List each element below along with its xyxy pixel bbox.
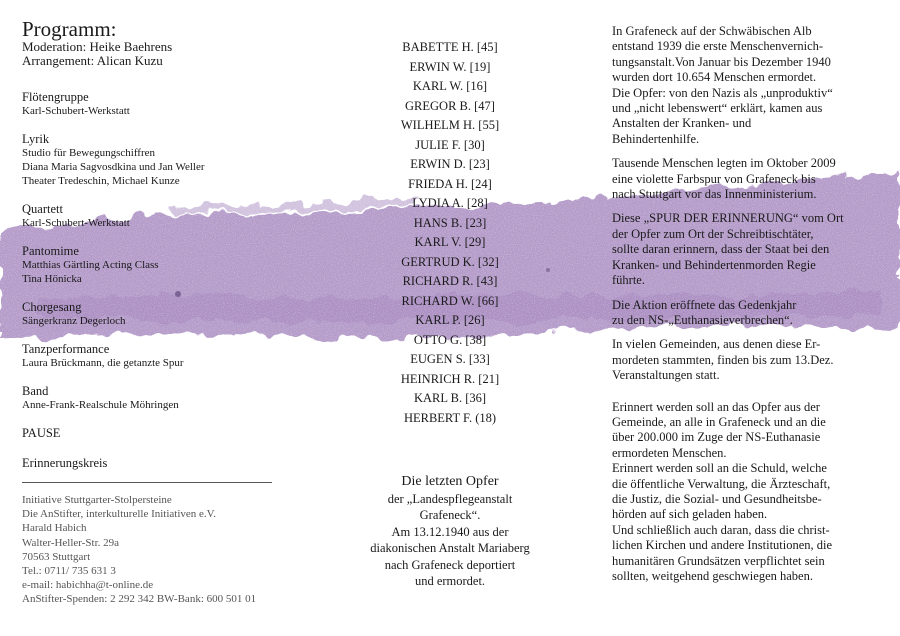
text-line: der Opfer zum Ort der Schreibtischtäter,	[612, 226, 814, 241]
text-line: tungsanstalt.Von Januar bis Dezember 1940	[612, 54, 831, 69]
victim-name: GREGOR B. [47]	[405, 98, 495, 113]
text-line: In Grafeneck auf der Schwäbischen Alb	[612, 24, 812, 38]
contact-line: 70563 Stuttgart	[22, 550, 91, 563]
section-heading: Flötengruppe	[22, 90, 89, 104]
contact-line: Walter-Heller-Str. 29a	[22, 536, 120, 549]
text-line: Gemeinde, an alle in Grafeneck und an die	[612, 414, 826, 429]
text-line: nach Stuttgart vor das Innenministerium.	[612, 187, 817, 202]
text-line: Erinnert werden soll an das Opfer aus der	[612, 399, 820, 414]
victim-name: HERBERT F. (18)	[403, 410, 497, 425]
victims-line: Am 13.12.1940 aus der	[391, 524, 509, 539]
paragraph-erinnert	[612, 400, 884, 585]
text-line: Tausende Menschen legten im Oktober 2009	[612, 156, 836, 171]
text-line: die Justiz, die Sozial- und Gesundheitsbe-	[612, 491, 822, 506]
text-line: zu den NS-„Euthanasieverbrechen“.	[612, 312, 793, 327]
section-heading: Chorgesang	[22, 300, 82, 314]
program-title: Programm:	[22, 17, 117, 41]
victim-name: LYDIA A. [28]	[412, 196, 488, 210]
victim-name: ERWIN D. [23]	[410, 157, 490, 171]
text-line: und „nicht lebenswert“ erklärt, kamen aus	[612, 101, 823, 116]
text-line: eine violette Farbspur von Grafeneck bis	[612, 171, 816, 186]
section-heading: Quartett	[22, 202, 63, 216]
section-item: Laura Brückmann, die getanzte Spur	[22, 357, 184, 369]
text-line: sollten, weitgehend geschwiegen haben.	[612, 569, 813, 583]
section-item: Karl-Schubert-Werkstatt	[22, 217, 130, 229]
program-section-tanzperformance	[22, 342, 322, 370]
victim-name: KARL W. [16]	[412, 79, 488, 93]
text-line: Die Opfer: von den Nazis als „unproduktiv“	[612, 85, 833, 100]
section-heading: Tanzperformance	[22, 342, 110, 356]
victim-name-list	[330, 38, 570, 428]
program-column	[22, 18, 322, 607]
text-line: über 200.000 im Zuge der NS-Euthanasie	[612, 430, 821, 445]
victims-caption	[330, 474, 570, 590]
victims-column	[330, 38, 570, 590]
victim-name: RICHARD R. [43]	[402, 274, 498, 288]
text-line: Erinnert werden soll an die Schuld, welche	[612, 461, 827, 476]
victims-line: und ermordet.	[414, 574, 486, 588]
victim-name: EUGEN S. [33]	[410, 352, 490, 366]
text-line: Diese „SPUR DER ERINNERUNG“ vom Ort	[612, 211, 844, 226]
victim-name: RICHARD W. [66]	[401, 293, 499, 308]
text-line: Kranken- und Behindertenmorden Regie	[612, 257, 816, 272]
section-item: Diana Maria Sagvosdkina und Jan Weller	[22, 161, 205, 173]
paragraph-gemeinden	[612, 337, 884, 383]
text-line: humanitären Grundsätzen verpflichtet sein	[612, 553, 825, 568]
closing-item: Erinnerungskreis	[22, 456, 108, 470]
text-line: ermordeten Menschen.	[612, 445, 727, 460]
moderation-line: Moderation: Heike Baehrens	[22, 39, 173, 54]
text-line: sollte daran erinnern, dass der Staat bei den	[612, 242, 830, 257]
text-line: Und schließlich auch daran, dass die christ-	[612, 522, 830, 537]
victims-line: Grafeneck“.	[419, 508, 481, 522]
text-line: entstand 1939 die erste Menschenvernich-	[612, 39, 824, 54]
victim-name: FRIEDA H. [24]	[408, 176, 492, 191]
victims-line: nach Grafeneck deportiert	[384, 557, 516, 572]
contact-line: Initiative Stuttgarter-Stolpersteine	[22, 494, 172, 506]
victim-name: KARL B. [36]	[413, 391, 487, 405]
text-line: Die Aktion eröffnete das Gedenkjahr	[612, 297, 797, 312]
text-column	[612, 24, 884, 593]
program-section-chorgesang	[22, 300, 322, 328]
program-section-quartett	[22, 202, 322, 230]
pause-label: PAUSE	[22, 426, 61, 440]
text-line: In vielen Gemeinden, aus denen diese Er-	[612, 337, 821, 352]
program-section-lyrik	[22, 132, 322, 188]
victim-name: OTTO G. [38]	[413, 332, 487, 347]
section-heading: Lyrik	[22, 132, 50, 146]
text-line: Behindertenhilfe.	[612, 131, 700, 146]
section-item: Anne-Frank-Realschule Möhringen	[22, 399, 179, 411]
contact-line: AnStifter-Spenden: 2 292 342 BW-Bank: 600 501 01	[22, 593, 257, 606]
text-line: hörden auf sich geladen haben.	[612, 507, 768, 522]
section-item: Matthias Gärtling Acting Class	[22, 259, 159, 271]
section-heading: Band	[22, 384, 49, 398]
paragraph-aktion	[612, 298, 884, 329]
victim-name: WILHELM H. [55]	[400, 118, 500, 132]
victim-name: BABETTE H. [45]	[402, 40, 498, 54]
text-line: die öffentliche Verwaltung, die Ärzteschaft,	[612, 476, 831, 491]
contact-line: Tel.: 0711/ 735 631 3	[22, 565, 116, 578]
text-line: mordeten stammten, finden bis zum 13.Dez.	[612, 352, 834, 367]
divider	[22, 482, 272, 483]
victims-line: diakonischen Anstalt Mariaberg	[370, 541, 530, 555]
contact-line: Harald Habich	[22, 522, 87, 535]
contact-line: Die AnStifter, interkulturelle Initiativen e.V.	[22, 508, 216, 521]
text-line: führte.	[612, 273, 645, 288]
victim-name: HANS B. [23]	[413, 215, 487, 230]
paragraph-farbspur	[612, 156, 884, 202]
section-item: Sängerkranz Degerloch	[22, 315, 126, 327]
text-line: Anstalten der Kranken- und	[612, 116, 752, 131]
arrangement-line: Arrangement: Alican Kuzu	[22, 53, 163, 68]
paragraph-grafeneck	[612, 24, 884, 147]
section-item: Tina Hönicka	[22, 273, 82, 285]
program-section-floetengruppe	[22, 90, 322, 118]
victims-line: der „Landespflegeanstalt	[387, 491, 513, 506]
contact-line: e-mail: habichha@t-online.de	[22, 579, 154, 592]
victim-name: KARL V. [29]	[414, 235, 486, 249]
program-section-band	[22, 384, 322, 412]
victim-name: JULIE F. [30]	[415, 137, 485, 152]
victim-name: KARL P. [26]	[415, 313, 485, 327]
victim-name: HEINRICH R. [21]	[400, 371, 500, 386]
program-section-pantomime	[22, 244, 322, 286]
paragraph-spur	[612, 211, 884, 288]
section-heading: Pantomime	[22, 244, 79, 258]
text-line: wurden dort 10.654 Menschen ermordet.	[612, 70, 817, 85]
victims-title: Die letzten Opfer	[401, 474, 499, 489]
text-line: lichen Kirchen und andere Institutionen, die	[612, 538, 833, 553]
victim-name: ERWIN W. [19]	[409, 59, 491, 74]
contact-block	[22, 493, 322, 607]
section-item: Studio für Bewegungschiffren	[22, 147, 155, 159]
text-line: Veranstaltungen statt.	[612, 368, 720, 383]
victim-name: GERTRUD K. [32]	[401, 254, 499, 269]
section-item: Karl-Schubert-Werkstatt	[22, 105, 130, 117]
section-item: Theater Tredeschin, Michael Kunze	[22, 175, 180, 187]
